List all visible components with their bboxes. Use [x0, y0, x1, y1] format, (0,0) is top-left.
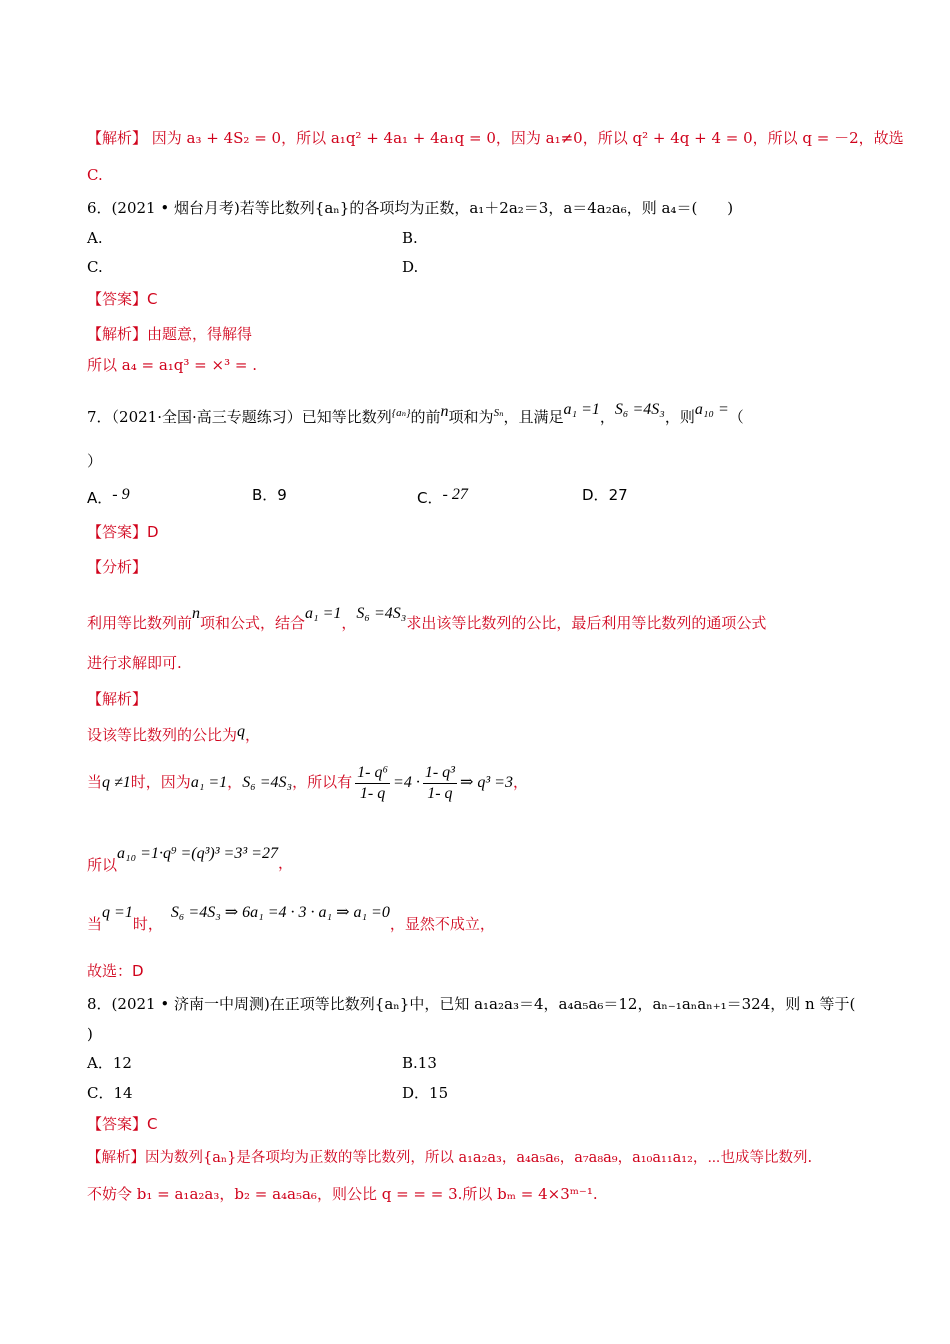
condition-a1: a₁ =1: [190, 774, 228, 791]
q7-stem-close: ）: [87, 452, 103, 470]
q6-answer: [87, 289, 158, 309]
n-symbol: n: [440, 403, 449, 420]
stem-part: （: [728, 408, 744, 426]
option-value: - 9: [112, 486, 130, 503]
equation-s6: S₆ =4S₃ ⇒ 6a₁ =4 · 3 · a₁ ⇒ a₁ =0: [170, 904, 390, 921]
q7-fenxi-tag: 【分析】: [87, 558, 148, 576]
step-text: 当: [87, 915, 103, 933]
q-condition: q =1: [102, 904, 133, 921]
fraction-numerator: 1- q³: [423, 763, 457, 784]
q8-option-c: [87, 1083, 133, 1103]
sn-symbol: Sₙ: [493, 407, 504, 419]
q8-option-a: [87, 1053, 132, 1073]
step-text: ，: [277, 854, 293, 872]
q6-analysis-line2: 所以 a₄ = a₁q³ = ×³ = .: [87, 356, 257, 374]
q7-conclusion: [87, 961, 144, 981]
option-value: - 27: [442, 486, 468, 503]
q8-stem: 8．(2021 • 济南一中周测)在正项等比数列{aₙ}中，已知 a₁a₂a₃＝4，a₄a₅a₆＝12，aₙ₋₁aₙaₙ₊₁＝324，则 n 等于(: [87, 995, 856, 1013]
q7-answer: [87, 522, 159, 542]
q8-analysis-line2: 不妨令 b₁ = a₁a₂a₃，b₂ = a₄a₅a₆，则公比 q = = = 3.所以 bₘ = 4×3ᵐ⁻¹.: [87, 1185, 598, 1203]
step-text: ，: [512, 773, 528, 791]
q8-option-b: [402, 1053, 437, 1073]
q6-stem: 6．(2021 • 烟台月考)若等比数列{aₙ}的各项均为正数，a₁＋2a₂＝3，a＝4a₂a₆，则 a₄＝( ): [87, 199, 734, 217]
fenxi-part: 项和公式，结合: [200, 614, 306, 632]
option-label: D．: [402, 1084, 430, 1102]
condition-s6: S₆ =4S₃: [242, 774, 293, 791]
q7-fenxi-line2: 进行求解即可.: [87, 654, 182, 672]
answer-tag: 【答案】: [87, 523, 148, 541]
condition-s6: S₆ =4S₃: [614, 401, 665, 418]
option-value: 14: [113, 1084, 133, 1102]
analysis-tag: 【解析】: [87, 1150, 145, 1166]
step-text: 当: [87, 773, 103, 791]
fenxi-part: ，: [341, 614, 357, 632]
q6-option-a: A.: [87, 229, 103, 247]
q7-option-a: [87, 485, 130, 508]
condition-a1: a₁ =1: [305, 605, 342, 622]
q7-stem: [87, 400, 744, 427]
step-text: 时，: [132, 915, 163, 933]
q8-stem-close: ): [87, 1025, 93, 1043]
answer-value: C: [147, 290, 158, 308]
fenxi-part: 求出该等比数列的公比，最后利用等比数列的通项公式: [406, 614, 767, 632]
q8-option-d: [402, 1083, 448, 1103]
stem-part: 项和为: [448, 408, 494, 426]
q-symbol: q: [237, 723, 246, 740]
analysis-text: 因为数列{aₙ}是各项均为正数的等比数列，所以 a₁a₂a₃，a₄a₅a₆，a₇a₈a₉，a₁₀a₁₁a₁₂，⋯也成等比数列.: [145, 1150, 813, 1166]
option-value: 27: [608, 486, 628, 504]
q7-fenxi: [87, 604, 766, 633]
step-text: ，所以有: [292, 773, 353, 791]
option-value: 13: [417, 1054, 437, 1072]
option-label: C．: [417, 489, 443, 507]
step-text: 设该等比数列的公比为: [87, 726, 238, 744]
fraction-numerator: 1- q⁶: [355, 763, 390, 784]
conclusion-tag: 故选：: [87, 962, 133, 980]
q5-analysis-end: C.: [87, 166, 103, 184]
q-condition: q ≠1: [102, 774, 131, 791]
q6-option-c: C.: [87, 258, 103, 276]
answer-tag: 【答案】: [87, 290, 148, 308]
option-label: D．: [582, 486, 609, 504]
fraction-denominator: 1- q: [359, 784, 386, 802]
q7-step4: [87, 902, 495, 934]
q5-analysis: [87, 128, 904, 148]
step-text: ，: [227, 773, 243, 791]
answer-value: D: [147, 523, 159, 541]
answer-value: C: [147, 1115, 158, 1133]
stem-part: ，且满足: [503, 408, 564, 426]
q6-option-b: B.: [402, 229, 418, 247]
option-label: C．: [87, 1084, 114, 1102]
option-label: A．: [87, 489, 113, 507]
equation-part: ⇒ q³ =3: [459, 774, 513, 791]
q7-step3: [87, 843, 293, 875]
option-value: 12: [112, 1054, 132, 1072]
option-label: A．: [87, 1054, 113, 1072]
q7-step1: [87, 722, 260, 745]
stem-part: ，则: [664, 408, 695, 426]
step-text: ，显然不成立，: [389, 915, 495, 933]
condition-a1: a₁ =1: [563, 401, 600, 418]
q8-analysis: [87, 1148, 812, 1168]
q7-analysis-tag: 【解析】: [87, 690, 148, 708]
fraction-1: [355, 763, 390, 804]
q6-option-d: D.: [402, 258, 419, 276]
step-text: 时，因为: [130, 773, 191, 791]
conclusion-value: D: [132, 962, 144, 980]
q7-option-d: [582, 485, 628, 505]
stem-part: 的前: [410, 408, 441, 426]
analysis-text: 由题意，得解得: [147, 325, 253, 343]
n-symbol: n: [192, 605, 201, 622]
analysis-tag: 【解析】: [87, 129, 148, 147]
target-a10: a₁₀ =: [694, 401, 729, 418]
equation-part: =4 ·: [393, 774, 420, 791]
analysis-tag: 【解析】: [87, 325, 148, 343]
fenxi-part: 利用等比数列前: [87, 614, 193, 632]
option-value: 15: [429, 1084, 449, 1102]
step-text: ，: [245, 726, 261, 744]
fraction-denominator: 1- q: [427, 784, 453, 802]
analysis-text: 因为 a₃ + 4S₂ = 0，所以 a₁q² + 4a₁ + 4a₁q = 0，因为 a₁≠0，所以 q² + 4q + 4 = 0，所以 q = －2，故选: [147, 129, 904, 147]
option-label: B．: [252, 486, 278, 504]
step-text: 所以: [87, 856, 118, 874]
q8-answer: [87, 1114, 158, 1134]
option-label: B.: [402, 1054, 418, 1072]
q7-option-c: [417, 485, 468, 508]
q7-option-b: [252, 485, 287, 505]
q7-step2: [87, 760, 528, 805]
sequence-symbol: {aₙ}: [391, 407, 411, 419]
answer-tag: 【答案】: [87, 1115, 148, 1133]
stem-part: 7．（2021·全国·高三专题练习）已知等比数列: [87, 408, 392, 426]
q6-analysis: [87, 324, 252, 344]
fraction-2: [423, 763, 457, 804]
option-value: 9: [277, 486, 287, 504]
stem-part: ，: [599, 408, 615, 426]
equation-a10: a₁₀ =1·q⁹ =(q³)³ =3³ =27: [117, 845, 278, 862]
condition-s6: S₆ =4S₃: [356, 605, 407, 622]
